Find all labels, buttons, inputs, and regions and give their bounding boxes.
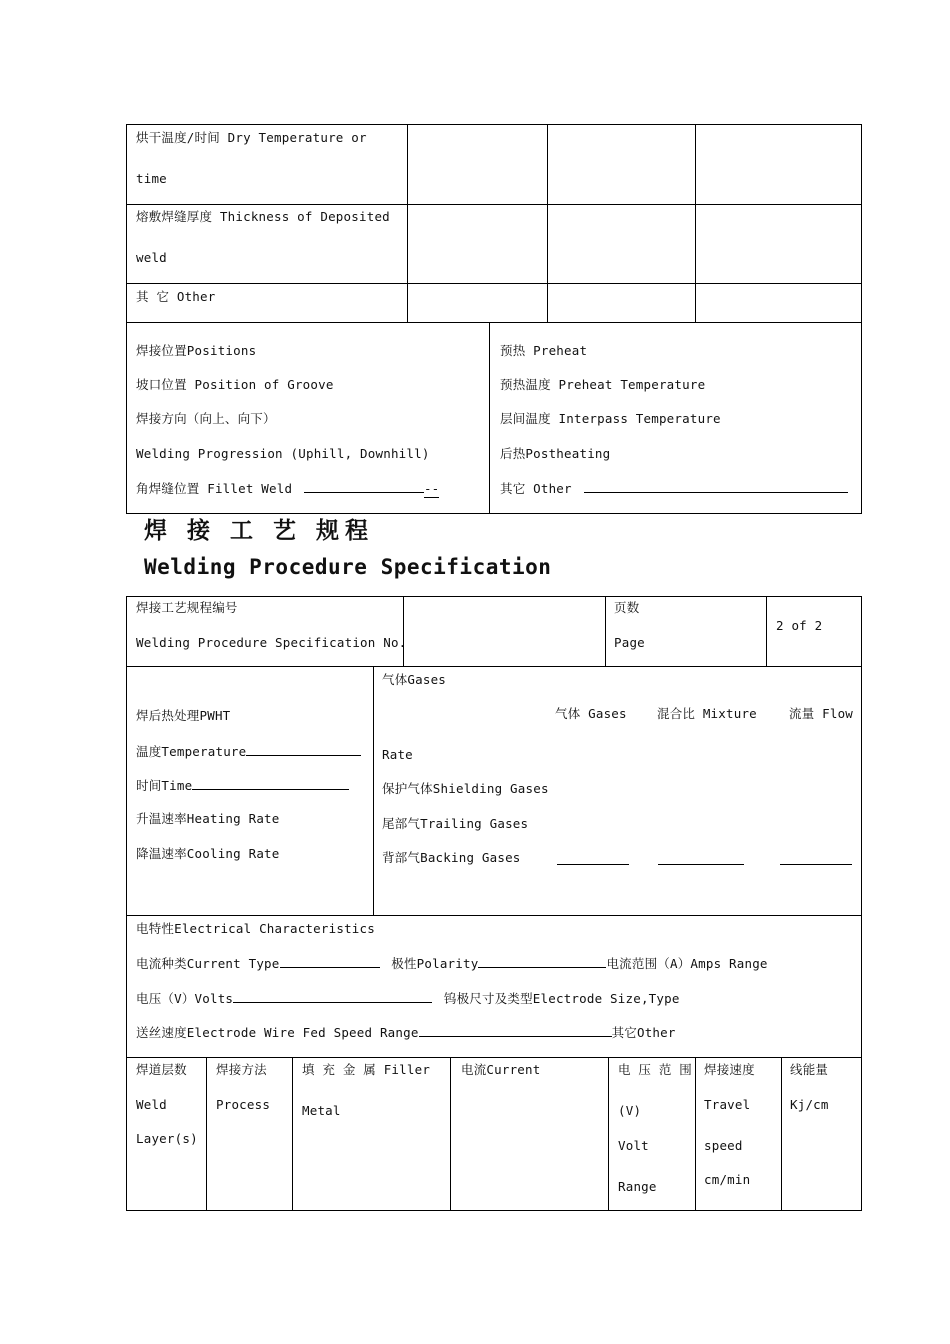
wire-speed-field[interactable] [419, 1024, 612, 1037]
pwht-temperature-label [136, 743, 361, 760]
preheat-temp-label: 预热温度 Preheat Temperature [500, 377, 706, 392]
travel-speed-2: Travel [704, 1097, 751, 1112]
polarity-text: 极性Polarity [391, 956, 479, 971]
postheat-label: 后热Postheating [500, 446, 611, 461]
other-label: 其 它 Other [136, 289, 216, 304]
direction-en-label: Welding Progression (Uphill, Downhill) [136, 446, 430, 461]
deposit-thickness-label-cont: weld [136, 250, 167, 265]
wire-speed-text: 送丝速度Electrode Wire Fed Speed Range [136, 1025, 419, 1040]
volt-range-3: Volt [618, 1138, 649, 1153]
gases-col-gases: 气体 Gases [555, 706, 627, 721]
current-type-line [136, 955, 768, 972]
preheat-label: 预热 Preheat [500, 343, 588, 358]
preheat-other-label [500, 480, 848, 497]
current-header: 电流Current [461, 1062, 541, 1077]
pwht-time-text: 时间Time [136, 778, 193, 793]
dry-temp-label-cont: time [136, 171, 167, 186]
row-divider [126, 915, 862, 916]
fillet-weld-field[interactable] [304, 480, 424, 493]
volt-range-4: Range [618, 1179, 657, 1194]
backing-mixture-field[interactable] [658, 864, 744, 865]
col-divider [489, 322, 490, 514]
electrical-title: 电特性Electrical Characteristics [136, 921, 375, 936]
col-divider [403, 596, 404, 667]
volts-field[interactable] [233, 990, 432, 1003]
spec-no-label-cn: 焊接工艺规程编号 [136, 600, 238, 615]
fillet-weld-text: 角焊缝位置 Fillet Weld [136, 481, 293, 496]
electrode-text: 钨极尺寸及类型Electrode Size,Type [443, 991, 680, 1006]
page-title-cn: 焊 接 工 艺 规程 [144, 518, 375, 544]
page-title-en: Welding Procedure Specification [144, 555, 552, 579]
col-divider [407, 124, 408, 323]
amps-range-text: 电流范围（A）Amps Range [606, 956, 768, 971]
backing-gas-field[interactable] [557, 864, 629, 865]
row-divider [126, 1057, 862, 1058]
volts-text: 电压（V）Volts [136, 991, 234, 1006]
trailing-gas-label: 尾部气Trailing Gases [382, 816, 529, 831]
preheat-other-field[interactable] [584, 480, 848, 493]
col-divider [373, 666, 374, 916]
direction-cn-label: 焊接方向（向上、向下） [136, 411, 276, 426]
travel-speed-4: cm/min [704, 1172, 751, 1187]
deposit-thickness-label: 熔敷焊缝厚度 Thickness of Deposited [136, 209, 390, 224]
fillet-weld-label [136, 480, 439, 498]
pwht-time-field[interactable] [192, 777, 349, 790]
dry-temp-label: 烘干温度/时间 Dry Temperature or [136, 130, 367, 145]
col-divider [766, 596, 767, 667]
heating-rate-label: 升温速率Heating Rate [136, 811, 280, 826]
filler-metal-1: 填 充 金 属 Filler [302, 1062, 431, 1077]
weld-layers-cn: 焊道层数 [136, 1062, 187, 1077]
volts-line [136, 990, 680, 1007]
current-type-field[interactable] [280, 955, 380, 968]
col-divider [695, 1057, 696, 1211]
gases-col-flow: 流量 Flow [789, 706, 854, 721]
filler-metal-2: Metal [302, 1103, 341, 1118]
backing-gas-label: 背部气Backing Gases [382, 850, 521, 865]
pwht-temperature-field[interactable] [246, 743, 361, 756]
col-divider [292, 1057, 293, 1211]
current-type-text: 电流种类Current Type [136, 956, 280, 971]
weld-layers-en-1: Weld [136, 1097, 167, 1112]
col-divider [450, 1057, 451, 1211]
process-en: Process [216, 1097, 271, 1112]
cooling-rate-label: 降温速率Cooling Rate [136, 846, 280, 861]
heat-input-cn: 线能量 [790, 1062, 829, 1077]
volt-range-1: 电 压 范 围 [618, 1062, 692, 1077]
col-divider [206, 1057, 207, 1211]
row-divider [126, 666, 862, 667]
groove-position-label: 坡口位置 Position of Groove [136, 377, 334, 392]
row-divider [126, 204, 862, 205]
pwht-time-label [136, 777, 349, 794]
travel-speed-3: speed [704, 1138, 743, 1153]
interpass-label: 层间温度 Interpass Temperature [500, 411, 721, 426]
heat-input-unit: Kj/cm [790, 1097, 829, 1112]
fillet-weld-tail: -- [423, 481, 440, 496]
page-label-en: Page [614, 635, 645, 650]
col-divider [605, 596, 606, 667]
gases-col-mixture: 混合比 Mixture [657, 706, 757, 721]
page-value: 2 of 2 [776, 618, 823, 633]
travel-speed-1: 焊接速度 [704, 1062, 755, 1077]
preheat-other-text: 其它 Other [500, 481, 572, 496]
col-divider [547, 124, 548, 323]
gases-title: 气体Gases [382, 672, 447, 687]
process-cn: 焊接方法 [216, 1062, 267, 1077]
row-divider [126, 283, 862, 284]
weld-layers-en-2: Layer(s) [136, 1131, 198, 1146]
backing-flow-field[interactable] [780, 864, 852, 865]
col-divider [781, 1057, 782, 1211]
volt-range-2: (V) [618, 1103, 642, 1118]
col-divider [695, 124, 696, 323]
pwht-temperature-text: 温度Temperature [136, 744, 247, 759]
positions-label: 焊接位置Positions [136, 343, 257, 358]
shielding-gas-label: 保护气体Shielding Gases [382, 781, 549, 796]
col-divider [608, 1057, 609, 1211]
wire-speed-line [136, 1024, 676, 1041]
polarity-field[interactable] [478, 955, 606, 968]
page-label-cn: 页数 [614, 600, 640, 615]
pwht-label: 焊后热处理PWHT [136, 708, 231, 723]
electrical-other-text: 其它Other [611, 1025, 676, 1040]
gases-col-rate: Rate [382, 747, 413, 762]
spec-form [126, 596, 862, 1211]
spec-no-label-en: Welding Procedure Specification No. [136, 635, 407, 650]
